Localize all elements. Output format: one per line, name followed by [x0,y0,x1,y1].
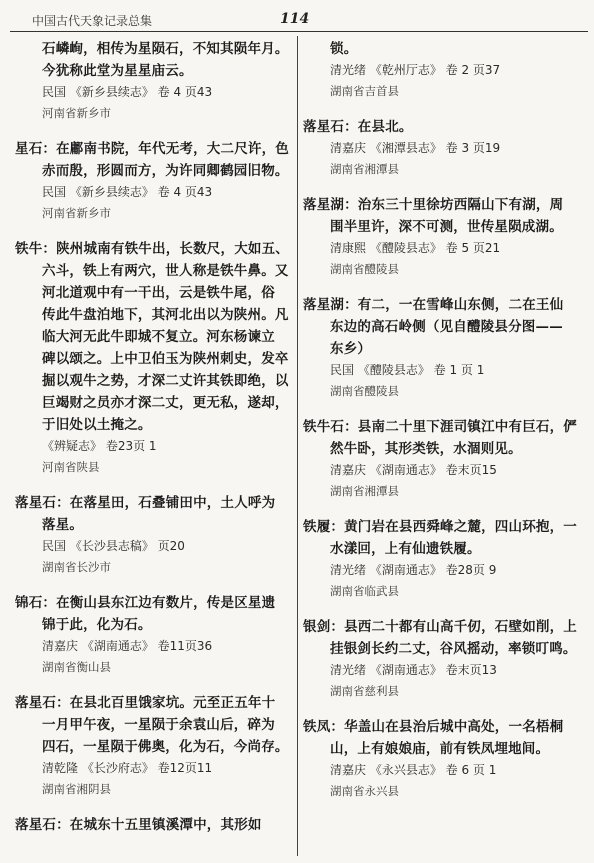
entry-source: 清嘉庆 《湖南通志》 卷11页36 [42,639,213,653]
entry-text-line: 铁牛：陕州城南有铁牛出，长数尺，大如五、 [15,241,289,257]
entry-luoxinghu-two [303,294,573,402]
entry-jinshi [15,592,285,678]
entry-shilin-cont [15,38,289,124]
entry-source: 清光绪 《湖南通志》 卷28页 9 [330,563,497,577]
entry-luoxingshi-xiangtan [303,116,573,180]
entry-place: 河南省新乡市 [42,106,111,120]
entry-place: 湖南省长沙市 [42,560,111,574]
entry-place: 河南省陕县 [42,460,100,474]
entry-luoxingshi-tail [15,814,285,836]
entry-place: 湖南省醴陵县 [330,262,399,276]
entry-yinjian [303,616,577,702]
entry-place: 湖南省临武县 [330,584,399,598]
entry-text-line: 然牛卧，其形类铁，水涸则见。 [330,441,522,457]
entry-text-line: 东乡） [330,341,372,357]
entry-source: 清光绪 《湖南通志》 卷末页13 [330,663,497,677]
entry-text-line: 掘以观牛之势，才深二丈许其铁即绝，以 [42,373,289,389]
entry-text-line: 落星湖：治东三十里徐坊西隔山下有湖，周 [303,197,564,213]
entry-text-line: 东边的高石岭侧（见自醴陵县分图—— [330,319,563,335]
entry-tielu [303,516,577,602]
entry-text-line: 锁。 [330,41,358,57]
entry-source: 清嘉庆 《湖南通志》 卷末页15 [330,463,497,477]
entry-text-line: 一月甲午夜，一星陨于余袁山后，碎为 [42,717,275,733]
entry-text-line: 挂银剑长约二丈，谷风摇动，率锁叮鸣。 [330,641,577,657]
entry-text-line: 于旧处以土掩之。 [42,417,152,433]
entry-text-line: 四石，一星陨于佛奥，化为石，今尚存。 [42,739,289,755]
book-title: 中国古代天象记录总集 [32,14,153,28]
entry-text-line: 水漾回，上有仙遗铁履。 [330,541,481,557]
entry-luoxing-cont [303,38,573,102]
entry-place: 河南省新乡市 [42,206,111,220]
entry-place: 湖南省醴陵县 [330,384,399,398]
entry-text-line: 落星石：在县北。 [303,119,413,135]
entry-place: 湖南省永兴县 [330,784,399,798]
entry-text-line: 围半里许，深不可测，世传星陨成湖。 [330,219,563,235]
entry-text-line: 传此牛盘泊地下，其河北出以为陕州。凡 [42,307,289,323]
entry-text-line: 临大河无此牛即城不复立。河东杨谏立 [42,329,275,345]
header-rule [10,31,588,32]
left-column [15,38,289,850]
entry-text-line: 河北道观中有一干出，云是铁牛尾，俗 [42,285,275,301]
entry-tieniushi [303,416,577,502]
entry-place: 湖南省衡山县 [42,660,111,674]
entry-xingshi [15,138,289,224]
entry-text-line: 山，上有娘娘庙，前有铁凤埋地间。 [330,741,550,757]
entry-source: 清光绪 《乾州厅志》 卷 2 页37 [330,63,501,77]
page-number: 114 [280,11,310,27]
entry-text-line: 铁履：黄门岩在县西舜峰之麓，四山环抱，一 [303,519,577,535]
entry-source: 民国 《新乡县续志》 卷 4 页43 [42,185,213,199]
entry-source: 清康熙 《醴陵县志》 卷 5 页21 [330,241,501,255]
entry-text-line: 落星。 [42,517,84,533]
entry-source: 民国 《长沙县志稿》 页20 [42,539,185,553]
entry-text-line: 铁凤：华盖山在县治后城中高处，一名梧桐 [303,719,564,735]
entry-place: 湖南省慈利县 [330,684,399,698]
entry-text-line: 石嶙峋，相传为星陨石，不知其陨年月。 [42,41,289,57]
entry-text-line: 落星石：在落星田，石叠铺田中，土人呼为 [15,495,276,511]
entry-text-line: 落星石：在城东十五里镇溪潭中，其形如 [15,817,262,833]
entry-text-line: 落星湖：有二，一在雪峰山东侧，二在王仙 [303,297,564,313]
entry-source: 清乾隆 《长沙府志》 卷12页11 [42,761,213,775]
entry-text-line: 银剑：县西二十都有山高千仞，石壁如削，上 [303,619,577,635]
entry-luoxingshi-changsha [15,492,285,578]
entry-text-line: 锦石：在衡山县东江边有数片，传是区星遗 [15,595,276,611]
entry-text-line: 锦于此，化为石。 [42,617,152,633]
entry-text-line: 巨竭财之员亦才深二丈，更无私，遂却， [42,395,289,411]
entry-tiefeng [303,716,573,802]
entry-text-line: 赤而殷，形圆而方，为许同卿鹤园旧物。 [42,163,289,179]
column-divider [297,36,298,856]
entry-source: 清嘉庆 《湘潭县志》 卷 3 页19 [330,141,501,155]
right-column [303,38,577,816]
entry-place: 湖南省湘潭县 [330,484,399,498]
entry-source: 民国 《醴陵县志》 卷 1 页 1 [330,363,485,377]
entry-source: 《辨疑志》 卷23页 1 [42,439,157,453]
entry-place: 湖南省吉首县 [330,84,399,98]
entry-source: 民国 《新乡县续志》 卷 4 页43 [42,85,213,99]
entry-place: 湖南省湘阴县 [42,782,111,796]
entry-text-line: 六斗，铁上有两穴，世人称是铁牛鼻。又 [42,263,289,279]
entry-text-line: 铁牛石：县南二十里下涯司镇江中有巨石，俨 [303,419,577,435]
page-header [0,0,594,30]
entry-text-line: 今犹称此堂为星星庙云。 [42,63,193,79]
entry-text-line: 星石：在鄘南书院，年代无考，大二尺许，色 [15,141,289,157]
entry-source: 清嘉庆 《永兴县志》 卷 6 页 1 [330,763,497,777]
entry-text-line: 落星石：在县北百里饿家坑。元至正五年十 [15,695,276,711]
entry-luoxingshi-xiangyin [15,692,289,800]
entry-tieniu [15,238,289,478]
entry-luoxinghu-liling [303,194,573,280]
entry-place: 湖南省湘潭县 [330,162,399,176]
entry-text-line: 碑以颂之。上中卫伯玉为陕州刺史，发卒 [42,351,289,367]
